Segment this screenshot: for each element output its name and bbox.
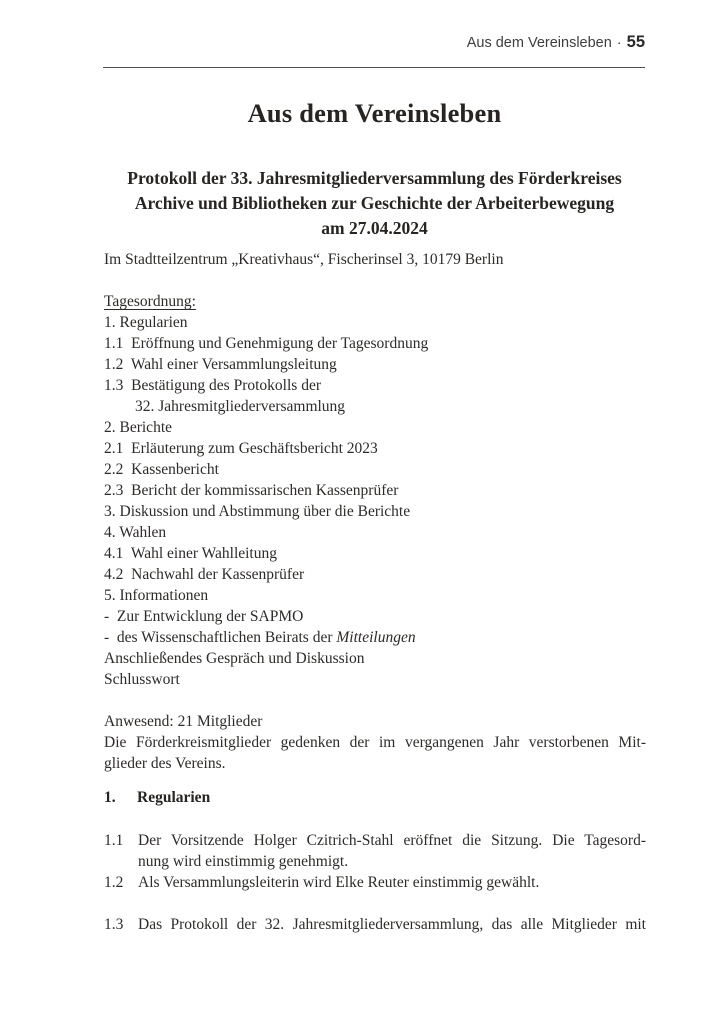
item-text-line: nung wird einstimmig genehmigt. <box>138 853 349 870</box>
venue-line: Im Stadtteilzentrum „Kreativhaus“, Fischerinsel 3, 10179 Berlin <box>104 251 504 268</box>
memorial-line: Die Förderkreismitglieder gedenken der im vergangenen Jahr verstorbenen Mit- <box>104 734 646 751</box>
spacer <box>104 893 646 914</box>
article-title: Aus dem Vereinsleben <box>247 98 502 128</box>
section-number: 1. <box>104 789 116 806</box>
item-text-line: Der Vorsitzende Holger Czitrich-Stahl eröffnet die Sitzung. Die Tagesord- <box>138 832 646 849</box>
protocol-item-1-3 <box>104 914 646 935</box>
protocol-title <box>104 166 645 241</box>
spacer <box>104 808 646 830</box>
agenda-line: 4.1 Wahl einer Wahlleitung <box>104 545 277 562</box>
item-number: 1.1 <box>104 832 124 849</box>
attendance-line: Anwesend: 21 Mitglieder <box>104 713 263 730</box>
agenda-line: Anschließendes Gespräch und Diskussion <box>104 650 365 667</box>
item-text-line: Das Protokoll der 32. Jahresmitgliederversammlung, das alle Mitglieder mit <box>138 916 646 933</box>
agenda-line: 2. Berichte <box>104 419 173 436</box>
agenda-line: - des Wissenschaftlichen Beirats der Mitteilungen <box>104 629 416 646</box>
memorial-paragraph <box>104 732 646 774</box>
protocol-title-line: Protokoll der 33. Jahresmitgliederversammlung des Förderkreises <box>127 168 622 188</box>
protocol-title-line: Archive und Bibliotheken zur Geschichte der Arbeiterbewegung <box>134 193 615 213</box>
agenda-line: 2.2 Kassenbericht <box>104 461 219 478</box>
protocol-title-line: am 27.04.2024 <box>321 218 428 238</box>
agenda-line: 2.3 Bericht der kommissarischen Kassenprüfer <box>104 482 399 499</box>
header-divider-rule <box>103 67 645 68</box>
agenda-line: 4. Wahlen <box>104 524 167 541</box>
protocol-item-1-1 <box>104 830 646 872</box>
agenda-line: 1.1 Eröffnung und Genehmigung der Tagesordnung <box>104 335 429 352</box>
agenda-line: 2.1 Erläuterung zum Geschäftsbericht 2023 <box>104 440 378 457</box>
section-label: Regularien <box>137 789 211 806</box>
agenda-line: 1.2 Wahl einer Versammlungsleitung <box>104 356 337 373</box>
agenda-line: - Zur Entwicklung der SAPMO <box>104 608 304 625</box>
agenda-line: 4.2 Nachwahl der Kassenprüfer <box>104 566 305 583</box>
agenda-line: Schlusswort <box>104 671 180 688</box>
item-number: 1.3 <box>104 916 124 933</box>
agenda-line: 5. Informationen <box>104 587 209 604</box>
item-number: 1.2 <box>104 874 124 891</box>
agenda-heading: Tagesordnung: <box>104 293 196 310</box>
memorial-line: glieder des Vereins. <box>104 755 226 772</box>
spacer <box>104 690 646 711</box>
agenda-line: 3. Diskussion und Abstimmung über die Berichte <box>104 503 411 520</box>
section-1-heading <box>104 787 646 808</box>
item-text-line: Als Versammlungsleiterin wird Elke Reuter einstimmig gewählt. <box>138 874 540 891</box>
italic-journal-name: Mitteilungen <box>336 629 416 646</box>
running-title: Aus dem Vereinsleben <box>466 35 612 51</box>
agenda-line: 1. Regularien <box>104 314 188 331</box>
protocol-item-1-2 <box>104 872 646 893</box>
running-header <box>104 33 645 52</box>
body-column <box>104 249 646 935</box>
agenda-line: 32. Jahresmitgliederversammlung <box>104 398 346 415</box>
agenda-line: 1.3 Bestätigung des Protokolls der <box>104 377 321 394</box>
header-separator-dot: · <box>616 35 622 51</box>
page-number: 55 <box>626 33 645 51</box>
spacer <box>104 270 646 291</box>
